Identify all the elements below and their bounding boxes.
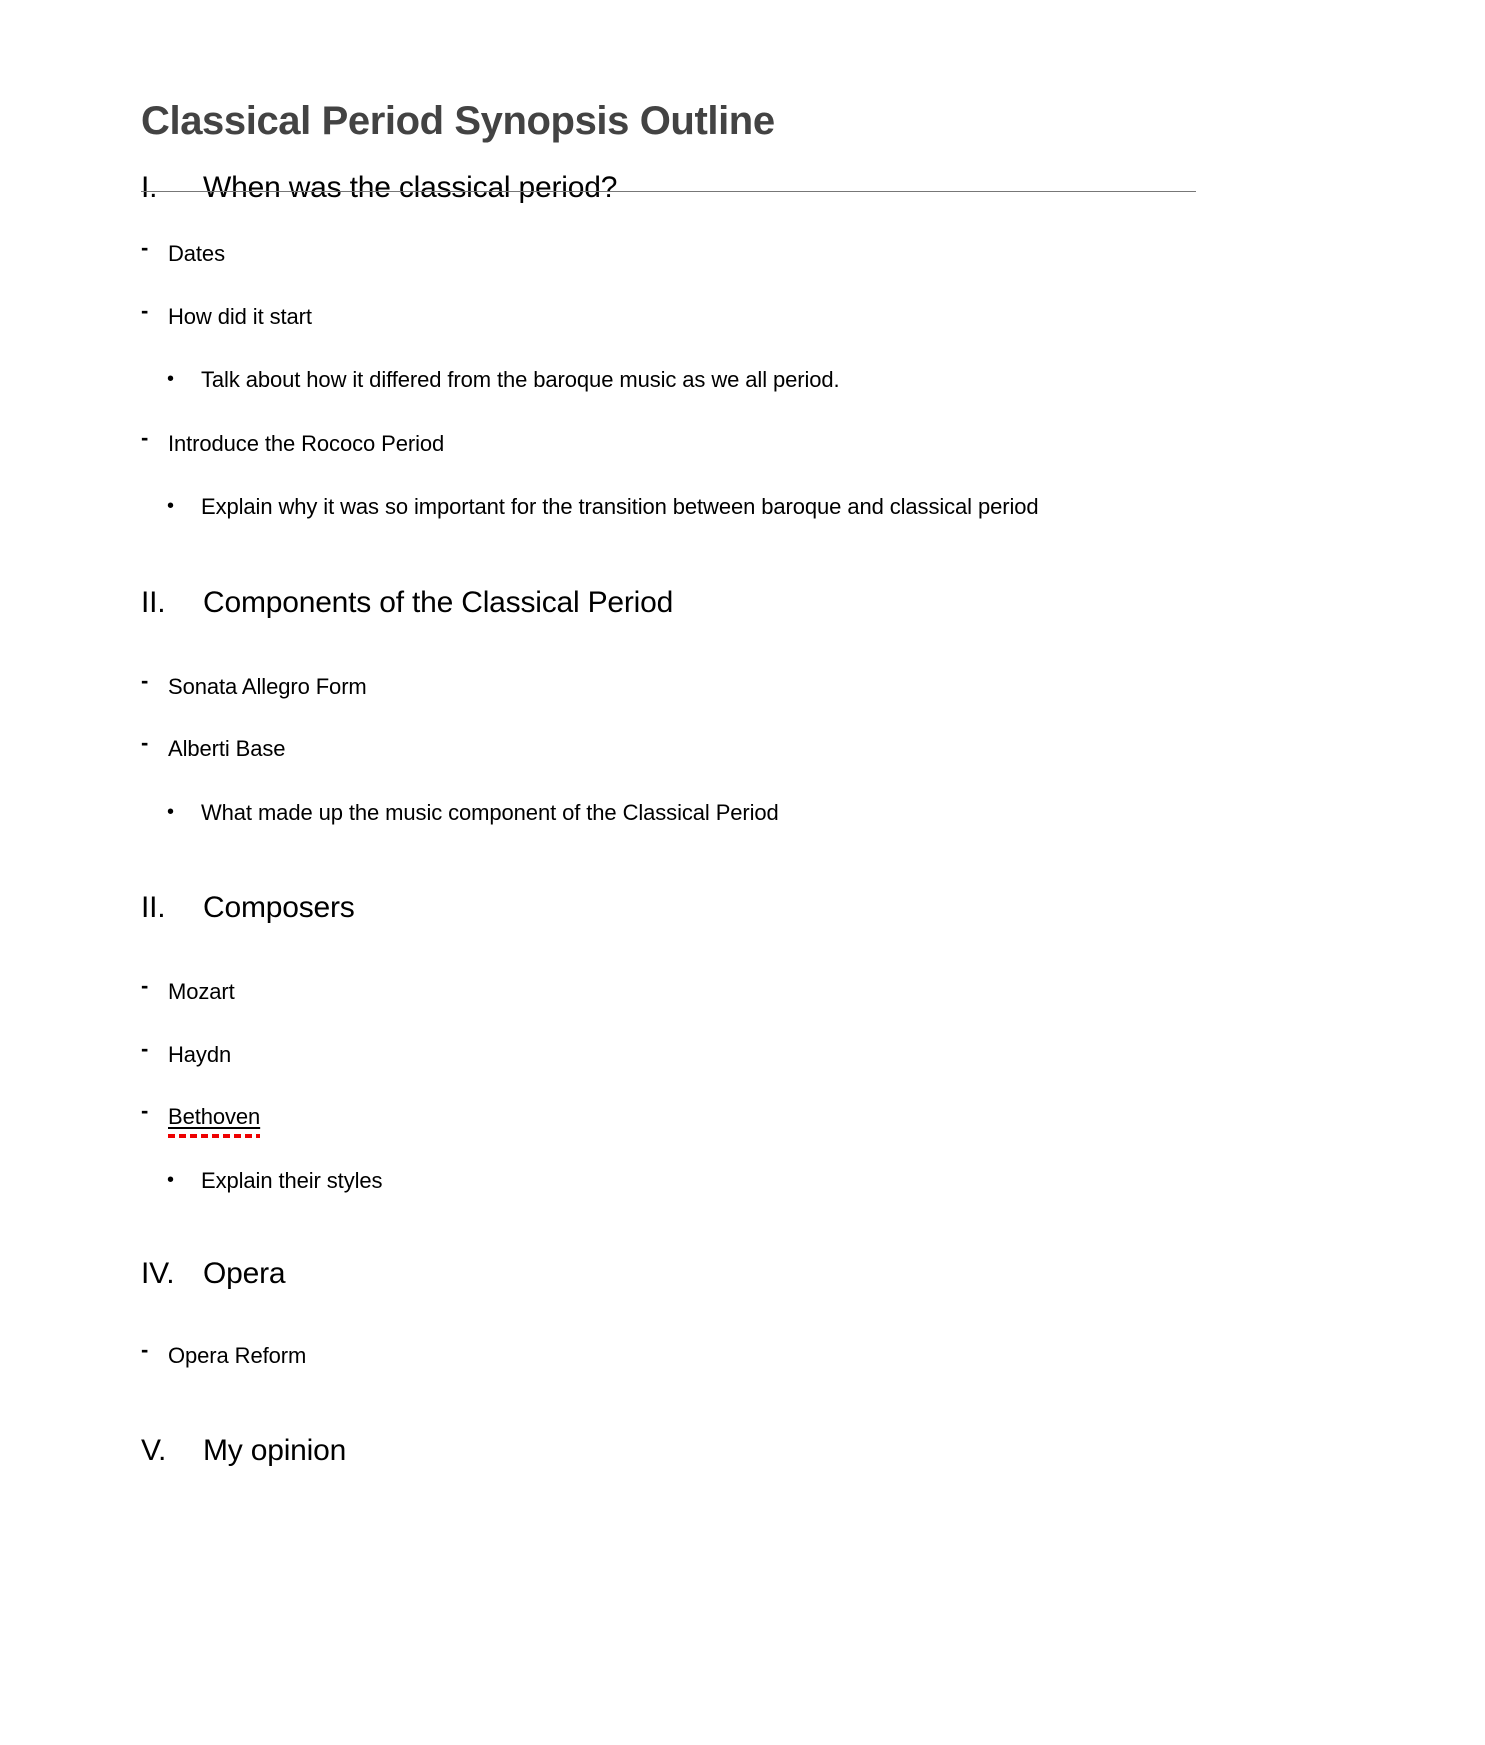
outline-item-label (168, 1103, 1201, 1132)
outline-item-label: Haydn (168, 1041, 232, 1067)
outline-subitem-label: Explain their styles (201, 1167, 383, 1193)
outline-item (141, 973, 1201, 1007)
title-divider (141, 191, 1196, 192)
outline-item-label: Alberti Base (168, 736, 286, 762)
outline-subitem (141, 1166, 1201, 1196)
dash-marker-icon: - (141, 973, 149, 999)
section-heading (141, 170, 1201, 206)
outline-item-label: Introduce the Rococo Period (168, 430, 445, 456)
bullet-marker-icon: • (167, 495, 174, 518)
outline-item (141, 424, 1201, 459)
dash-marker-icon: - (141, 1337, 149, 1363)
page-title: Classical Period Synopsis Outline (141, 99, 775, 143)
outline-item-label: How did it start (168, 303, 312, 329)
section-heading (141, 1433, 1201, 1469)
section-heading-text: Composers (203, 891, 355, 925)
section-numeral: IV. (141, 1257, 175, 1291)
dash-marker-icon: - (141, 297, 149, 323)
section-heading (141, 585, 1201, 621)
outline-subitem-label: Explain why it was so important for the transition between baroque and classical period (201, 494, 1039, 520)
outline-item-misspelled (141, 1098, 1201, 1132)
outline-subitem (141, 492, 1201, 522)
outline-section-4 (141, 1256, 1201, 1371)
outline-subitem-label: Talk about how it differed from the baroque music as we all period. (201, 367, 840, 393)
dash-marker-icon: - (141, 730, 149, 756)
outline-item (141, 235, 1201, 269)
section-heading-text: When was the classical period? (203, 171, 618, 204)
outline-item (141, 297, 1201, 332)
outline-item (141, 667, 1201, 702)
section-heading (141, 890, 1201, 926)
outline-subitem (141, 798, 1201, 828)
dash-marker-icon: - (141, 1098, 149, 1124)
bullet-marker-icon: • (167, 800, 174, 823)
outline-item (141, 1337, 1201, 1371)
outline-section-5 (141, 1433, 1201, 1469)
outline-item-label: Dates (168, 241, 225, 266)
outline-item (141, 730, 1201, 764)
outline-subitem-label: What made up the music component of the Classical Period (201, 799, 779, 825)
dash-marker-icon: - (141, 424, 149, 450)
document-body (141, 0, 1201, 1469)
dash-marker-icon: - (141, 667, 149, 693)
outline-item-label: Mozart (168, 979, 235, 1005)
section-heading-text: Opera (203, 1257, 286, 1291)
section-heading-text: Components of the Classical Period (203, 585, 674, 619)
section-numeral: V. (141, 1433, 167, 1467)
dash-marker-icon: - (141, 1035, 149, 1061)
outline-section-1 (141, 170, 1201, 523)
dash-marker-icon: - (141, 235, 149, 260)
outline-item-label: Opera Reform (168, 1343, 307, 1369)
bullet-marker-icon: • (167, 368, 174, 391)
outline-item (141, 1035, 1201, 1070)
section-numeral: I. (141, 171, 158, 204)
section-numeral: II. (141, 585, 166, 619)
section-numeral: II. (141, 891, 166, 925)
section-heading (141, 1256, 1201, 1292)
bullet-marker-icon: • (167, 1168, 174, 1191)
outline-section-3 (141, 890, 1201, 1196)
spellcheck-error-word: Bethoven (168, 1104, 261, 1130)
section-heading-text: My opinion (203, 1433, 347, 1467)
outline-item-label: Sonata Allegro Form (168, 673, 367, 699)
outline-section-2 (141, 585, 1201, 829)
outline-subitem (141, 365, 1201, 395)
